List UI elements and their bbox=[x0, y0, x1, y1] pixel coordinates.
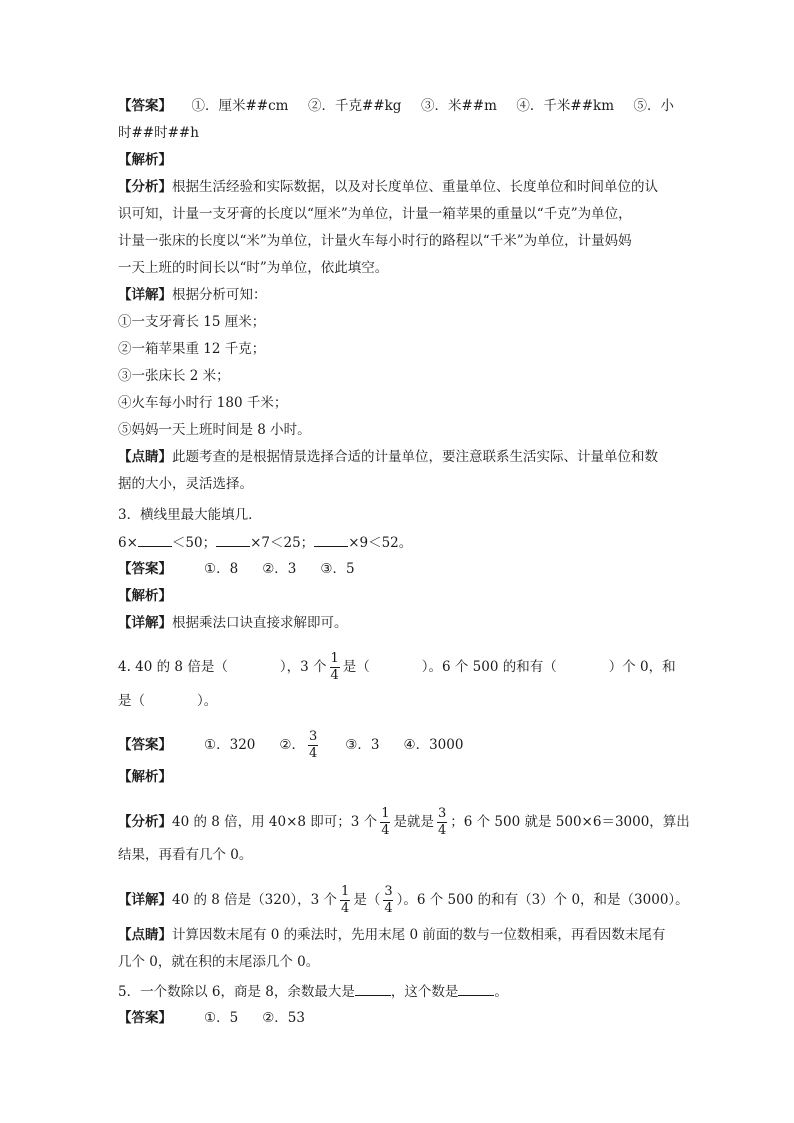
denominator: 4 bbox=[308, 746, 318, 761]
answer-label: 【答案】 bbox=[118, 98, 172, 114]
answer-item: ⑤．小 bbox=[633, 98, 674, 114]
analysis-line: 计量一张床的长度以“米”为单位，计量火车每小时行的路程以“千米”为单位，计量妈妈 bbox=[118, 233, 632, 249]
q5-answer-line bbox=[118, 1008, 305, 1028]
detail-item: ②一箱苹果重 12 千克； bbox=[118, 341, 266, 357]
answer-item: ②．千克##kg bbox=[308, 98, 402, 114]
q5-text: ，这个数是 bbox=[390, 984, 459, 1000]
denominator: 4 bbox=[330, 668, 339, 683]
answer-item: ③．米##m bbox=[420, 98, 497, 114]
detail-text: 40 的 8 倍是（320），3 个 bbox=[172, 892, 338, 908]
numerator: 1 bbox=[330, 651, 339, 666]
denominator: 4 bbox=[341, 901, 350, 916]
q4-answer-line bbox=[118, 729, 463, 762]
numerator: 3 bbox=[308, 729, 318, 744]
q2-answer-cont: 时##时##h bbox=[118, 125, 199, 141]
q4-text: 是（ bbox=[342, 659, 370, 675]
detail-item: ①一支牙膏长 15 厘米； bbox=[118, 314, 266, 330]
comment-line bbox=[118, 447, 658, 467]
q4-text: ）。6 个 500 的和有（ bbox=[421, 659, 557, 675]
detail-line bbox=[118, 613, 348, 633]
q3-text: ＜50； bbox=[171, 535, 217, 551]
fraction bbox=[339, 884, 351, 917]
answer-item: ③．3 bbox=[345, 737, 380, 753]
fraction bbox=[307, 729, 319, 762]
analysis-line: 结果，再看有几个 0。 bbox=[118, 847, 253, 863]
q4-text: ），3 个 bbox=[279, 659, 327, 675]
q4-question bbox=[118, 651, 676, 684]
comment-line: 据的大小，灵活选择。 bbox=[118, 476, 253, 492]
q5-text: 5．一个数除以 6，商是 8，余数最大是 bbox=[118, 984, 355, 1000]
numerator: 1 bbox=[341, 884, 350, 899]
numerator: 1 bbox=[381, 806, 390, 821]
answer-item: ①．320 bbox=[204, 737, 256, 753]
comment-label: 【点睛】 bbox=[118, 927, 172, 943]
q4-text: 4. 40 的 8 倍是（ bbox=[118, 659, 228, 675]
q4-text: 是（ bbox=[118, 693, 145, 709]
fill-blank[interactable] bbox=[138, 532, 172, 547]
numerator: 3 bbox=[437, 806, 447, 821]
answer-label: 【答案】 bbox=[118, 561, 172, 577]
detail-text: 根据分析可知： bbox=[172, 287, 267, 303]
q4-text: ）个 0，和 bbox=[608, 659, 676, 675]
parse-label: 【解析】 bbox=[118, 152, 172, 168]
analysis-label: 【分析】 bbox=[118, 179, 172, 195]
answer-item: ④．3000 bbox=[403, 737, 464, 753]
analysis-line bbox=[118, 806, 690, 839]
detail-label: 【详解】 bbox=[118, 615, 172, 631]
detail-line bbox=[118, 884, 689, 917]
fraction bbox=[328, 651, 340, 684]
detail-item: ④火车每小时行 180 千米； bbox=[118, 395, 288, 411]
analysis-line bbox=[118, 177, 658, 197]
q3-text: ×7＜25； bbox=[250, 535, 315, 551]
fill-blank[interactable] bbox=[216, 532, 250, 547]
parse-label: 【解析】 bbox=[118, 769, 172, 785]
q3-text: 6× bbox=[118, 535, 138, 551]
answer-item: ③．5 bbox=[320, 561, 355, 577]
comment-text: 此题考查的是根据情景选择合适的计量单位，要注意联系生活实际、计量单位和数 bbox=[172, 449, 658, 465]
fill-blank[interactable] bbox=[314, 532, 348, 547]
detail-text: 是（ bbox=[353, 892, 381, 908]
analysis-label: 【分析】 bbox=[118, 814, 172, 830]
detail-item: ③一张床长 2 米； bbox=[118, 368, 230, 384]
fill-blank[interactable] bbox=[458, 981, 494, 996]
denominator: 4 bbox=[437, 823, 447, 838]
detail-text: 根据乘法口诀直接求解即可。 bbox=[172, 615, 348, 631]
answer-item: ①．5 bbox=[204, 1010, 239, 1026]
q4-question-cont bbox=[118, 691, 217, 711]
q5-question bbox=[118, 981, 508, 1002]
detail-label: 【详解】 bbox=[118, 892, 172, 908]
comment-text: 计算因数末尾有 0 的乘法时，先用末尾 0 前面的数与一位数相乘，再看因数末尾有 bbox=[172, 927, 666, 943]
detail-line bbox=[118, 285, 267, 305]
analysis-text: ；6 个 500 就是 500×6＝3000，算出 bbox=[450, 814, 690, 830]
analysis-line: 一天上班的时间长以“时”为单位，依此填空。 bbox=[118, 260, 389, 276]
answer-item: ④．千米##km bbox=[516, 98, 614, 114]
q2-answer-line bbox=[118, 96, 674, 116]
fill-blank[interactable] bbox=[355, 981, 391, 996]
fraction bbox=[436, 806, 448, 839]
analysis-text: 40 的 8 倍，用 40×8 即可；3 个 bbox=[172, 814, 378, 830]
comment-label: 【点睛】 bbox=[118, 449, 172, 465]
fraction bbox=[382, 884, 394, 917]
q3-title: 3．横线里最大能填几． bbox=[118, 507, 262, 523]
q3-answer-line bbox=[118, 559, 355, 579]
analysis-text: 根据生活经验和实际数据，以及对长度单位、重量单位、长度单位和时间单位的认 bbox=[172, 179, 658, 195]
detail-label: 【详解】 bbox=[118, 287, 172, 303]
q3-text: ×9＜52。 bbox=[348, 535, 413, 551]
detail-item: ⑤妈妈一天上班时间是 8 小时。 bbox=[118, 422, 311, 438]
answer-item: ②．3 bbox=[262, 561, 297, 577]
answer-label: 【答案】 bbox=[118, 1010, 172, 1026]
numerator: 3 bbox=[384, 884, 393, 899]
answer-item: ②． bbox=[279, 737, 305, 753]
answer-label: 【答案】 bbox=[118, 737, 172, 753]
comment-line bbox=[118, 925, 665, 945]
parse-label: 【解析】 bbox=[118, 588, 172, 604]
denominator: 4 bbox=[381, 823, 390, 838]
fraction bbox=[379, 806, 391, 839]
denominator: 4 bbox=[384, 901, 393, 916]
q5-text: 。 bbox=[494, 984, 508, 1000]
q3-question bbox=[118, 532, 412, 553]
answer-item: ①．8 bbox=[204, 561, 239, 577]
analysis-text: 是就是 bbox=[393, 814, 434, 830]
detail-text: ）。6 个 500 的和有（3）个 0，和是（3000）。 bbox=[396, 892, 689, 908]
comment-line: 几个 0，就在积的末尾添几个 0。 bbox=[118, 954, 320, 970]
answer-item: ②．53 bbox=[262, 1010, 305, 1026]
q4-text: ）。 bbox=[197, 693, 218, 709]
analysis-line: 识可知，计量一支牙膏的长度以“厘米”为单位，计量一箱苹果的重量以“千克”为单位， bbox=[118, 206, 632, 222]
answer-item: ①．厘米##cm bbox=[191, 98, 289, 114]
